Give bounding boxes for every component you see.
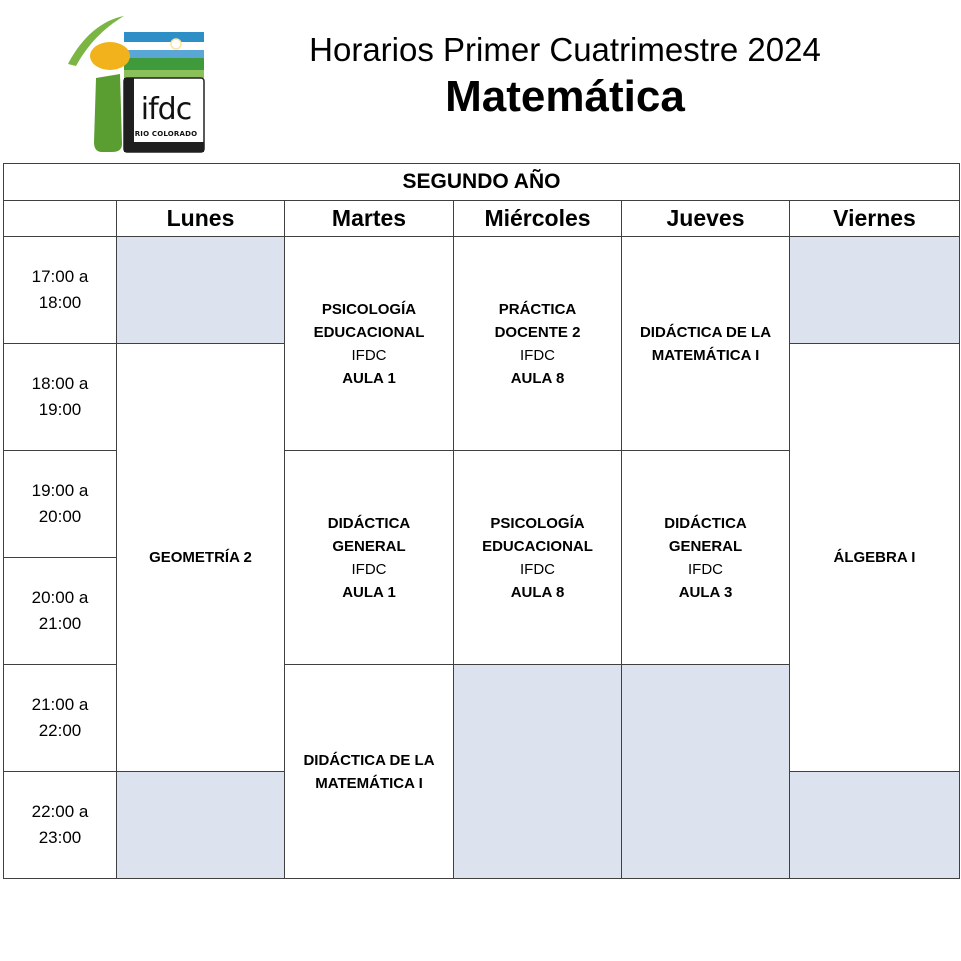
class-cell: DIDÁCTICA DE LA MATEMÁTICA I [622, 237, 790, 451]
time-slot: 20:00 a 21:00 [4, 558, 117, 665]
empty-cell [790, 237, 960, 344]
logo-subtitle: RIO COLORADO [134, 130, 198, 138]
class-cell: ÁLGEBRA I [790, 344, 960, 772]
class-cell: PSICOLOGÍA EDUCACIONAL IFDC AULA 8 [454, 451, 622, 665]
day-header-viernes: Viernes [790, 201, 960, 237]
time-slot: 19:00 a 20:00 [4, 451, 117, 558]
ifdc-logo [62, 12, 207, 154]
time-slot: 21:00 a 22:00 [4, 665, 117, 772]
empty-cell [117, 237, 285, 344]
time-slot: 18:00 a 19:00 [4, 344, 117, 451]
class-cell: DIDÁCTICA GENERAL IFDC AULA 1 [285, 451, 454, 665]
class-cell: PRÁCTICA DOCENTE 2 IFDC AULA 8 [454, 237, 622, 451]
empty-cell [622, 665, 790, 879]
logo-text: ifdc [140, 92, 192, 127]
time-slot: 17:00 a 18:00 [4, 237, 117, 344]
day-header-lunes: Lunes [117, 201, 285, 237]
corner-cell [4, 201, 117, 237]
page-title: Horarios Primer Cuatrimestre 2024 [309, 31, 821, 68]
table-row [4, 237, 960, 344]
class-cell: DIDÁCTICA GENERAL IFDC AULA 3 [622, 451, 790, 665]
class-cell: GEOMETRÍA 2 [117, 344, 285, 772]
class-cell: DIDÁCTICA DE LA MATEMÁTICA I [285, 665, 454, 879]
time-slot: 22:00 a 23:00 [4, 772, 117, 879]
day-header-row [4, 201, 960, 237]
subject-title: Matemática [445, 72, 685, 121]
empty-cell [790, 772, 960, 879]
class-cell: PSICOLOGÍA EDUCACIONAL IFDC AULA 1 [285, 237, 454, 451]
schedule-table [3, 163, 960, 879]
empty-cell [454, 665, 622, 879]
empty-cell [117, 772, 285, 879]
year-row [4, 164, 960, 201]
day-header-martes: Martes [285, 201, 454, 237]
year-header: SEGUNDO AÑO [4, 164, 960, 201]
day-header-jueves: Jueves [622, 201, 790, 237]
day-header-miercoles: Miércoles [454, 201, 622, 237]
